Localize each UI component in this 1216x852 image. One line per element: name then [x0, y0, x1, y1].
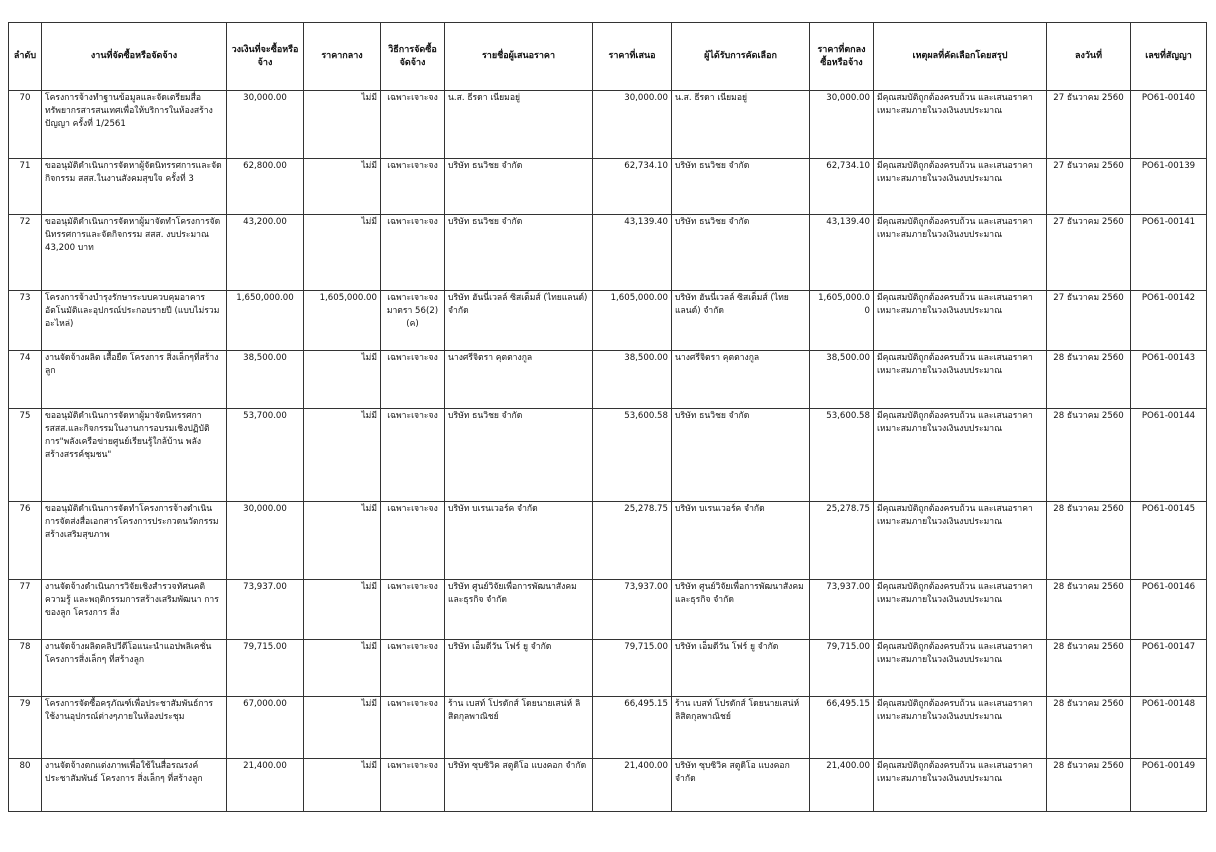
cell-budget: 62,800.00: [227, 159, 304, 215]
cell-project: งานจัดจ้างผลิต เสื้อยืด โครงการ สิ่งเล็กๆที่สร้างลูก: [42, 351, 227, 409]
cell-contract: PO61-00148: [1131, 697, 1207, 759]
cell-selected: บริษัท ฮันนี่เวลล์ ซิสเต็มส์ (ไทยแลนด์) จำกัด: [672, 291, 810, 351]
table-row: [9, 409, 1207, 502]
cell-no: 78: [9, 640, 42, 697]
cell-bidder: บริษัท เอ็มดีวัน โฟร์ ยู จำกัด: [445, 640, 593, 697]
table-row: [9, 759, 1207, 812]
cell-method: เฉพาะเจาะจง: [381, 215, 445, 291]
cell-project: งานจัดจ้างดำเนินการวิจัยเชิงสำรวจทัศนคติ ความรู้ และพฤติกรรมการสร้างเสริมพัฒนา การของลูก โครงการ สิ่ง: [42, 580, 227, 640]
cell-no: 73: [9, 291, 42, 351]
header-budget: วงเงินที่จะซื้อหรือจ้าง: [227, 23, 304, 91]
cell-budget: 53,700.00: [227, 409, 304, 502]
cell-agreed: 73,937.00: [810, 580, 874, 640]
cell-offered: 53,600.58: [593, 409, 672, 502]
cell-selected: บริษัท ธนวิชย จำกัด: [672, 215, 810, 291]
header-method: วิธีการจัดซื้อจัดจ้าง: [381, 23, 445, 91]
cell-median: ไม่มี: [304, 580, 381, 640]
cell-project: งานจัดจ้างผลิตคลิปวีดีโอแนะนำแอปพลิเคชั่น โครงการสิ่งเล็กๆ ที่สร้างลูก: [42, 640, 227, 697]
cell-median: ไม่มี: [304, 409, 381, 502]
cell-no: 76: [9, 502, 42, 580]
cell-agreed: 38,500.00: [810, 351, 874, 409]
cell-date: 28 ธันวาคม 2560: [1047, 580, 1131, 640]
cell-offered: 38,500.00: [593, 351, 672, 409]
cell-reason: มีคุณสมบัติถูกต้องครบถ้วน และเสนอราคาเหมาะสมภายในวงเงินงบประมาณ: [874, 580, 1047, 640]
cell-method: เฉพาะเจาะจง: [381, 502, 445, 580]
cell-bidder: บริษัท ศูนย์วิจัยเพื่อการพัฒนาสังคมและธุรกิจ จำกัด: [445, 580, 593, 640]
cell-method: เฉพาะเจาะจง: [381, 759, 445, 812]
cell-selected: ร้าน เบสท์ โปรดักส์ โดยนายเสน่ห์ ลิสิตกุลพาณิชย์: [672, 697, 810, 759]
cell-offered: 30,000.00: [593, 91, 672, 159]
cell-reason: มีคุณสมบัติถูกต้องครบถ้วน และเสนอราคาเหมาะสมภายในวงเงินงบประมาณ: [874, 291, 1047, 351]
cell-contract: PO61-00142: [1131, 291, 1207, 351]
cell-median: ไม่มี: [304, 351, 381, 409]
table-row: [9, 580, 1207, 640]
cell-agreed: 1,605,000.00: [810, 291, 874, 351]
cell-method: เฉพาะเจาะจง: [381, 409, 445, 502]
cell-bidder: บริษัท ซุบซิวิค สตูดิโอ แบงคอก จำกัด: [445, 759, 593, 812]
header-project: งานที่จัดซื้อหรือจัดจ้าง: [42, 23, 227, 91]
cell-no: 71: [9, 159, 42, 215]
cell-bidder: ร้าน เบสท์ โปรดักส์ โดยนายเสน่ห์ ลิสิตกุลพาณิชย์: [445, 697, 593, 759]
table-row: [9, 215, 1207, 291]
cell-reason: มีคุณสมบัติถูกต้องครบถ้วน และเสนอราคาเหมาะสมภายในวงเงินงบประมาณ: [874, 409, 1047, 502]
cell-date: 28 ธันวาคม 2560: [1047, 351, 1131, 409]
cell-bidder: บริษัท ธนวิชย จำกัด: [445, 215, 593, 291]
cell-median: ไม่มี: [304, 215, 381, 291]
cell-project: ขออนุมัติดำเนินการจัดหาผู้มาจัดทำโครงการจัดนิทรรศการและจัดกิจกรรม สสส. งบประมาณ 43,200 บาท: [42, 215, 227, 291]
cell-project: ขออนุมัติดำเนินการจัดหาผู้จัดนิทรรศการและจัดกิจกรรม สสส.ในงานสังคมสุขใจ ครั้งที่ 3: [42, 159, 227, 215]
table-row: [9, 291, 1207, 351]
cell-offered: 25,278.75: [593, 502, 672, 580]
cell-date: 28 ธันวาคม 2560: [1047, 502, 1131, 580]
header-selected: ผู้ได้รับการคัดเลือก: [672, 23, 810, 91]
cell-method: เฉพาะเจาะจง: [381, 91, 445, 159]
cell-median: ไม่มี: [304, 759, 381, 812]
cell-selected: บริษัท ศูนย์วิจัยเพื่อการพัฒนาสังคมและธุรกิจ จำกัด: [672, 580, 810, 640]
cell-selected: บริษัท บเรนเวอร์ค จำกัด: [672, 502, 810, 580]
cell-contract: PO61-00139: [1131, 159, 1207, 215]
cell-bidder: น.ส. ธีรดา เนียมอยู่: [445, 91, 593, 159]
cell-no: 70: [9, 91, 42, 159]
cell-median: ไม่มี: [304, 502, 381, 580]
cell-bidder: นางศรีจิตรา คุตตางกูล: [445, 351, 593, 409]
cell-budget: 73,937.00: [227, 580, 304, 640]
cell-method: เฉพาะเจาะจง: [381, 159, 445, 215]
table-row: [9, 697, 1207, 759]
cell-method: เฉพาะเจาะจง: [381, 640, 445, 697]
cell-budget: 79,715.00: [227, 640, 304, 697]
header-row: [9, 23, 1207, 91]
header-contract: เลขที่สัญญา: [1131, 23, 1207, 91]
cell-offered: 62,734.10: [593, 159, 672, 215]
cell-reason: มีคุณสมบัติถูกต้องครบถ้วน และเสนอราคาเหมาะสมภายในวงเงินงบประมาณ: [874, 697, 1047, 759]
cell-budget: 67,000.00: [227, 697, 304, 759]
header-bidders: รายชื่อผู้เสนอราคา: [445, 23, 593, 91]
cell-budget: 43,200.00: [227, 215, 304, 291]
cell-no: 72: [9, 215, 42, 291]
cell-offered: 79,715.00: [593, 640, 672, 697]
cell-selected: บริษัท เอ็มดีวัน โฟร์ ยู จำกัด: [672, 640, 810, 697]
cell-no: 77: [9, 580, 42, 640]
cell-contract: PO61-00144: [1131, 409, 1207, 502]
cell-budget: 21,400.00: [227, 759, 304, 812]
header-median: ราคากลาง: [304, 23, 381, 91]
cell-selected: บริษัท ซุบซิวิค สตูดิโอ แบงคอก จำกัด: [672, 759, 810, 812]
cell-bidder: บริษัท บเรนเวอร์ค จำกัด: [445, 502, 593, 580]
cell-agreed: 21,400.00: [810, 759, 874, 812]
cell-reason: มีคุณสมบัติถูกต้องครบถ้วน และเสนอราคาเหมาะสมภายในวงเงินงบประมาณ: [874, 159, 1047, 215]
cell-reason: มีคุณสมบัติถูกต้องครบถ้วน และเสนอราคาเหมาะสมภายในวงเงินงบประมาณ: [874, 215, 1047, 291]
cell-median: ไม่มี: [304, 91, 381, 159]
cell-no: 74: [9, 351, 42, 409]
cell-contract: PO61-00146: [1131, 580, 1207, 640]
cell-median: ไม่มี: [304, 640, 381, 697]
cell-agreed: 53,600.58: [810, 409, 874, 502]
cell-reason: มีคุณสมบัติถูกต้องครบถ้วน และเสนอราคาเหมาะสมภายในวงเงินงบประมาณ: [874, 640, 1047, 697]
table-row: [9, 351, 1207, 409]
cell-project: ขออนุมัติดำเนินการจัดหาผู้มาจัดนิทรรศการสสส.และกิจกรรมในงานการอบรมเชิงปฏิบัติการ"พลังเครือข่ายศูนย์เรียนรู้ใกล้บ้าน พลังสร้างสรรค์ชุมชน": [42, 409, 227, 502]
cell-selected: บริษัท ธนวิชย จำกัด: [672, 159, 810, 215]
cell-selected: นางศรีจิตรา คุตตางกูล: [672, 351, 810, 409]
cell-contract: PO61-00141: [1131, 215, 1207, 291]
cell-project: ขออนุมัติดำเนินการจัดทำโครงการจ้างดำเนินการจัดส่งสื่อเอกสารโครงการประกวดนวัตกรรมสร้างเสริมสุขภาพ: [42, 502, 227, 580]
cell-agreed: 66,495.15: [810, 697, 874, 759]
cell-date: 28 ธันวาคม 2560: [1047, 409, 1131, 502]
header-agreed: ราคาที่ตกลงซื้อหรือจ้าง: [810, 23, 874, 91]
cell-offered: 1,605,000.00: [593, 291, 672, 351]
cell-median: ไม่มี: [304, 159, 381, 215]
cell-contract: PO61-00149: [1131, 759, 1207, 812]
cell-no: 75: [9, 409, 42, 502]
cell-no: 79: [9, 697, 42, 759]
table-row: [9, 91, 1207, 159]
cell-offered: 43,139.40: [593, 215, 672, 291]
cell-date: 28 ธันวาคม 2560: [1047, 697, 1131, 759]
cell-bidder: บริษัท ธนวิชย จำกัด: [445, 409, 593, 502]
cell-reason: มีคุณสมบัติถูกต้องครบถ้วน และเสนอราคาเหมาะสมภายในวงเงินงบประมาณ: [874, 759, 1047, 812]
cell-reason: มีคุณสมบัติถูกต้องครบถ้วน และเสนอราคาเหมาะสมภายในวงเงินงบประมาณ: [874, 91, 1047, 159]
cell-agreed: 30,000.00: [810, 91, 874, 159]
header-no: ลำดับ: [9, 23, 42, 91]
cell-offered: 21,400.00: [593, 759, 672, 812]
cell-budget: 1,650,000.00: [227, 291, 304, 351]
table-row: [9, 502, 1207, 580]
cell-contract: PO61-00143: [1131, 351, 1207, 409]
cell-method: เฉพาะเจาะจง: [381, 580, 445, 640]
cell-method: เฉพาะเจาะจง: [381, 697, 445, 759]
header-date: ลงวันที่: [1047, 23, 1131, 91]
cell-agreed: 62,734.10: [810, 159, 874, 215]
cell-agreed: 79,715.00: [810, 640, 874, 697]
cell-date: 27 ธันวาคม 2560: [1047, 291, 1131, 351]
table-row: [9, 159, 1207, 215]
cell-date: 28 ธันวาคม 2560: [1047, 759, 1131, 812]
cell-median: ไม่มี: [304, 697, 381, 759]
cell-agreed: 43,139.40: [810, 215, 874, 291]
header-reason: เหตุผลที่คัดเลือกโดยสรุป: [874, 23, 1047, 91]
cell-budget: 38,500.00: [227, 351, 304, 409]
cell-project: โครงการจัดซื้อครุภัณฑ์เพื่อประชาสัมพันธ์การใช้งานอุปกรณ์ต่างๆภายในห้องประชุม: [42, 697, 227, 759]
cell-date: 27 ธันวาคม 2560: [1047, 215, 1131, 291]
cell-budget: 30,000.00: [227, 502, 304, 580]
cell-date: 28 ธันวาคม 2560: [1047, 640, 1131, 697]
cell-bidder: บริษัท ธนวิชย จำกัด: [445, 159, 593, 215]
cell-budget: 30,000.00: [227, 91, 304, 159]
cell-selected: น.ส. ธีรดา เนียมอยู่: [672, 91, 810, 159]
procurement-table: [8, 22, 1207, 812]
cell-reason: มีคุณสมบัติถูกต้องครบถ้วน และเสนอราคาเหมาะสมภายในวงเงินงบประมาณ: [874, 351, 1047, 409]
cell-date: 27 ธันวาคม 2560: [1047, 91, 1131, 159]
cell-method: เฉพาะเจาะจง: [381, 351, 445, 409]
cell-project: โครงการจ้างทำฐานข้อมูลและจัดเตรียมสื่อทรัพยากรสารสนเทศเพื่อให้บริการในห้องสร้างปัญญา ครั้งที่ 1/2561: [42, 91, 227, 159]
cell-bidder: บริษัท ฮันนี่เวลล์ ซิสเต็มส์ (ไทยแลนด์) จำกัด: [445, 291, 593, 351]
cell-project: งานจัดจ้างตกแต่งภาพเพื่อใช้ในสื่อรณรงค์ประชาสัมพันธ์ โครงการ สิ่งเล็กๆ ที่สร้างลูก: [42, 759, 227, 812]
cell-contract: PO61-00140: [1131, 91, 1207, 159]
cell-date: 27 ธันวาคม 2560: [1047, 159, 1131, 215]
cell-offered: 73,937.00: [593, 580, 672, 640]
cell-no: 80: [9, 759, 42, 812]
cell-contract: PO61-00147: [1131, 640, 1207, 697]
cell-reason: มีคุณสมบัติถูกต้องครบถ้วน และเสนอราคาเหมาะสมภายในวงเงินงบประมาณ: [874, 502, 1047, 580]
cell-median: 1,605,000.00: [304, 291, 381, 351]
cell-selected: บริษัท ธนวิชย จำกัด: [672, 409, 810, 502]
header-offered: ราคาที่เสนอ: [593, 23, 672, 91]
cell-method: เฉพาะเจาะจง มาตรา 56(2) (ค): [381, 291, 445, 351]
procurement-report-sheet: [8, 22, 1207, 812]
cell-offered: 66,495.15: [593, 697, 672, 759]
cell-agreed: 25,278.75: [810, 502, 874, 580]
cell-contract: PO61-00145: [1131, 502, 1207, 580]
cell-project: โครงการจ้างบำรุงรักษาระบบควบคุมอาคารอัตโนมัติและอุปกรณ์ประกอบรายปี (แบบไม่รวมอะไหล่): [42, 291, 227, 351]
table-row: [9, 640, 1207, 697]
